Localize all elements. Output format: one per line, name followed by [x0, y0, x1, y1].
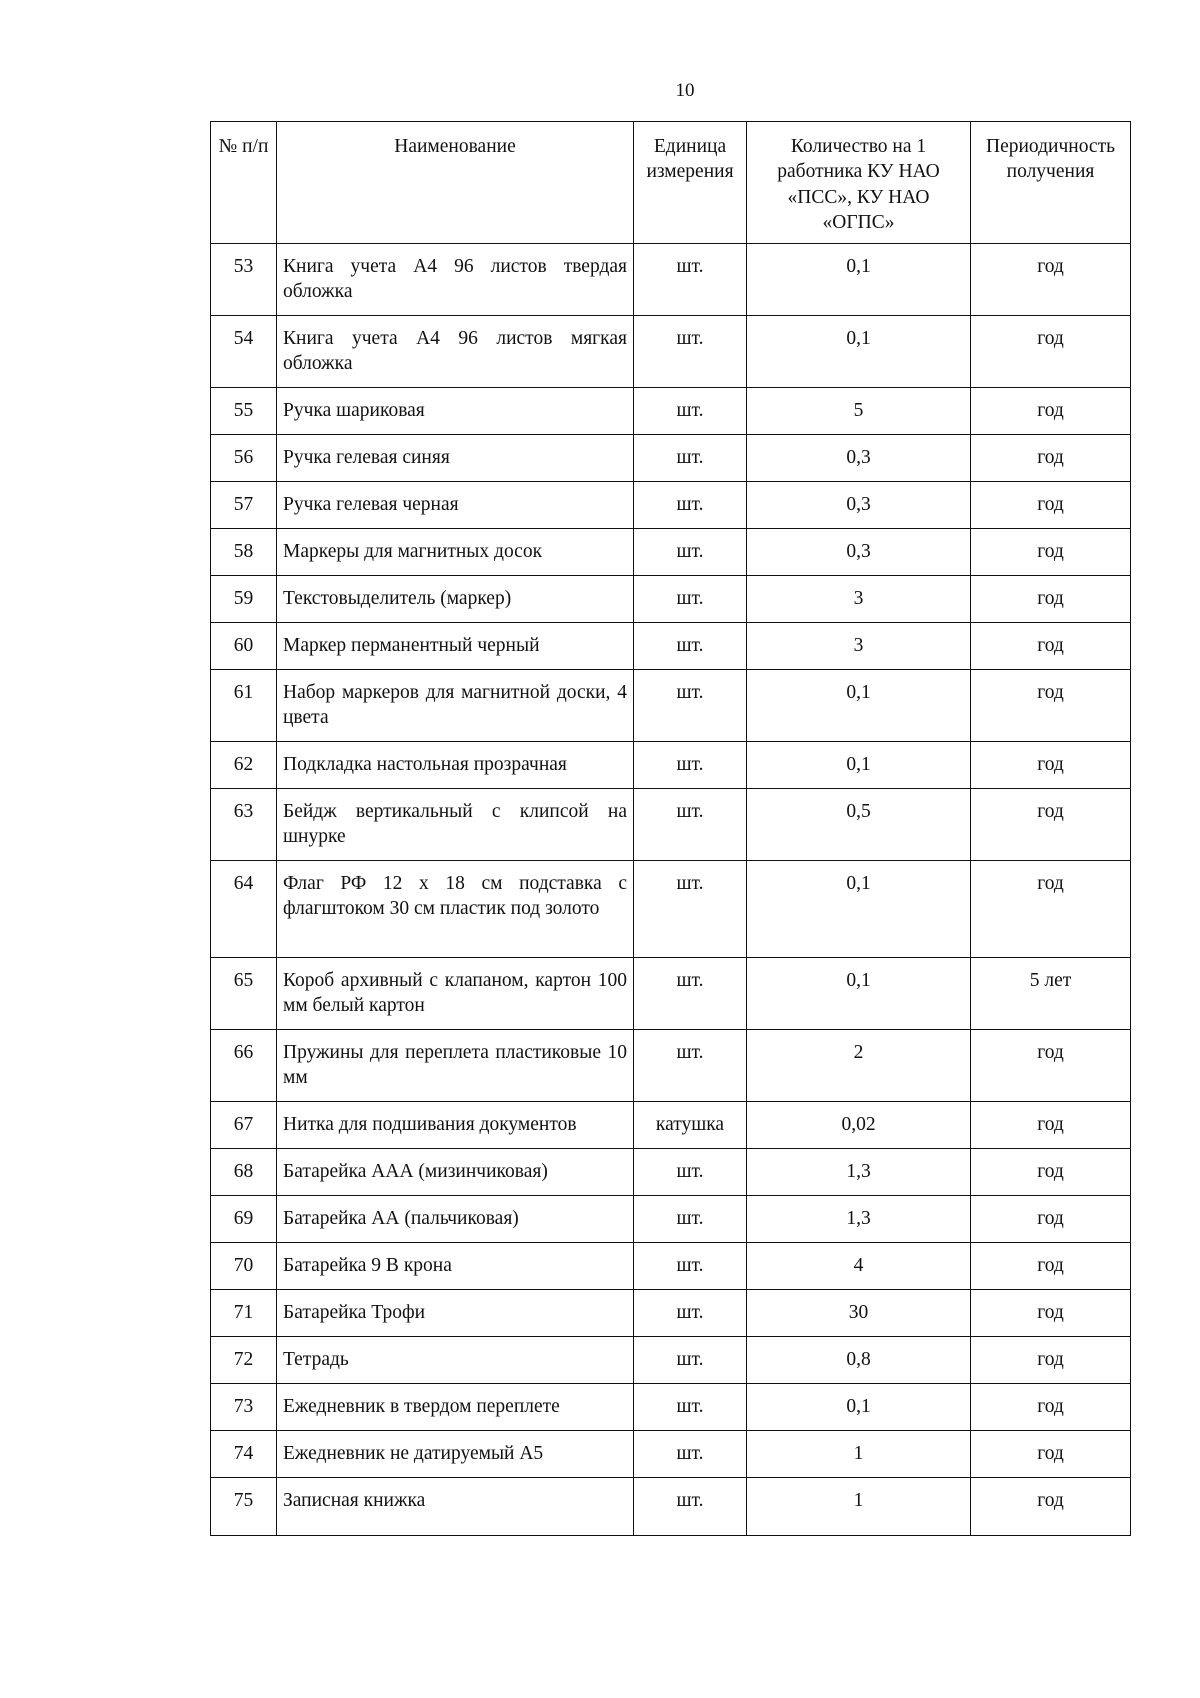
row-number: 57	[211, 482, 277, 529]
row-name: Короб архивный с клапаном, картон 100 мм белый картон	[277, 958, 634, 1030]
row-number: 67	[211, 1102, 277, 1149]
row-period: год	[971, 316, 1131, 388]
table-row	[211, 316, 1131, 388]
row-name: Пружины для переплета пластиковые 10 мм	[277, 1030, 634, 1102]
header-num: № п/п	[211, 122, 277, 244]
row-quantity: 0,02	[747, 1102, 971, 1149]
row-period: год	[971, 1337, 1131, 1384]
row-unit: шт.	[634, 623, 747, 670]
row-number: 59	[211, 576, 277, 623]
row-unit: шт.	[634, 244, 747, 316]
row-name: Ежедневник в твердом переплете	[277, 1384, 634, 1431]
row-period: год	[971, 1384, 1131, 1431]
header-name: Наименование	[277, 122, 634, 244]
row-number: 64	[211, 861, 277, 958]
table-row	[211, 789, 1131, 861]
row-quantity: 1,3	[747, 1149, 971, 1196]
row-number: 62	[211, 742, 277, 789]
row-period: год	[971, 1196, 1131, 1243]
row-unit: шт.	[634, 958, 747, 1030]
row-quantity: 3	[747, 623, 971, 670]
row-quantity: 5	[747, 388, 971, 435]
row-number: 63	[211, 789, 277, 861]
table-row	[211, 623, 1131, 670]
table-row	[211, 1196, 1131, 1243]
row-name: Тетрадь	[277, 1337, 634, 1384]
row-period: год	[971, 623, 1131, 670]
row-unit: катушка	[634, 1102, 747, 1149]
table-row	[211, 670, 1131, 742]
row-quantity: 0,1	[747, 316, 971, 388]
row-name: Книга учета А4 96 листов твердая обложка	[277, 244, 634, 316]
row-number: 69	[211, 1196, 277, 1243]
row-number: 74	[211, 1431, 277, 1478]
table-row	[211, 244, 1131, 316]
row-unit: шт.	[634, 316, 747, 388]
table-row	[211, 958, 1131, 1030]
table-row	[211, 1384, 1131, 1431]
table-row	[211, 529, 1131, 576]
row-unit: шт.	[634, 742, 747, 789]
row-unit: шт.	[634, 1243, 747, 1290]
row-number: 72	[211, 1337, 277, 1384]
row-quantity: 0,3	[747, 529, 971, 576]
table-row	[211, 1030, 1131, 1102]
row-number: 56	[211, 435, 277, 482]
row-unit: шт.	[634, 576, 747, 623]
row-number: 75	[211, 1478, 277, 1536]
row-number: 73	[211, 1384, 277, 1431]
row-number: 60	[211, 623, 277, 670]
row-period: год	[971, 1478, 1131, 1536]
row-name: Маркеры для магнитных досок	[277, 529, 634, 576]
row-quantity: 0,5	[747, 789, 971, 861]
row-quantity: 0,1	[747, 742, 971, 789]
row-unit: шт.	[634, 388, 747, 435]
row-quantity: 4	[747, 1243, 971, 1290]
row-name: Ручка гелевая черная	[277, 482, 634, 529]
row-unit: шт.	[634, 1149, 747, 1196]
page-number: 10	[675, 80, 695, 101]
table-row	[211, 861, 1131, 958]
row-quantity: 0,8	[747, 1337, 971, 1384]
row-number: 66	[211, 1030, 277, 1102]
row-quantity: 0,1	[747, 861, 971, 958]
table-row	[211, 1102, 1131, 1149]
row-quantity: 1	[747, 1478, 971, 1536]
row-name: Ручка гелевая синяя	[277, 435, 634, 482]
row-name: Подкладка настольная прозрачная	[277, 742, 634, 789]
row-number: 65	[211, 958, 277, 1030]
row-name: Бейдж вертикальный с клипсой на шнурке	[277, 789, 634, 861]
row-period: год	[971, 861, 1131, 958]
row-period: год	[971, 1102, 1131, 1149]
row-name: Ежедневник не датируемый А5	[277, 1431, 634, 1478]
row-unit: шт.	[634, 529, 747, 576]
row-unit: шт.	[634, 1290, 747, 1337]
table-row	[211, 482, 1131, 529]
row-name: Батарейка ААА (мизинчиковая)	[277, 1149, 634, 1196]
row-quantity: 0,1	[747, 958, 971, 1030]
row-period: год	[971, 244, 1131, 316]
row-name: Батарейка 9 В крона	[277, 1243, 634, 1290]
row-period: год	[971, 1243, 1131, 1290]
row-unit: шт.	[634, 482, 747, 529]
row-quantity: 0,3	[747, 435, 971, 482]
row-number: 53	[211, 244, 277, 316]
table-row	[211, 576, 1131, 623]
table-body	[211, 244, 1131, 1536]
row-period: год	[971, 789, 1131, 861]
row-name: Ручка шариковая	[277, 388, 634, 435]
row-quantity: 1,3	[747, 1196, 971, 1243]
row-unit: шт.	[634, 1478, 747, 1536]
table-row	[211, 1431, 1131, 1478]
row-unit: шт.	[634, 1337, 747, 1384]
row-period: год	[971, 1030, 1131, 1102]
row-period: год	[971, 576, 1131, 623]
row-period: год	[971, 742, 1131, 789]
row-number: 71	[211, 1290, 277, 1337]
row-name: Набор маркеров для магнитной доски, 4 цвета	[277, 670, 634, 742]
row-unit: шт.	[634, 1384, 747, 1431]
row-period: год	[971, 670, 1131, 742]
row-quantity: 1	[747, 1431, 971, 1478]
row-unit: шт.	[634, 1196, 747, 1243]
row-period: год	[971, 482, 1131, 529]
table-row	[211, 388, 1131, 435]
table-row	[211, 1290, 1131, 1337]
row-quantity: 30	[747, 1290, 971, 1337]
row-quantity: 3	[747, 576, 971, 623]
row-unit: шт.	[634, 670, 747, 742]
row-quantity: 0,1	[747, 1384, 971, 1431]
row-number: 58	[211, 529, 277, 576]
row-number: 54	[211, 316, 277, 388]
row-number: 55	[211, 388, 277, 435]
table-row	[211, 1243, 1131, 1290]
header-qty: Количество на 1 работника КУ НАО «ПСС», КУ НАО «ОГПС»	[747, 122, 971, 244]
row-name: Книга учета А4 96 листов мягкая обложка	[277, 316, 634, 388]
row-period: год	[971, 529, 1131, 576]
row-quantity: 0,3	[747, 482, 971, 529]
table-row	[211, 1478, 1131, 1536]
row-quantity: 0,1	[747, 670, 971, 742]
row-name: Батарейка Трофи	[277, 1290, 634, 1337]
row-unit: шт.	[634, 789, 747, 861]
table-row	[211, 742, 1131, 789]
row-unit: шт.	[634, 861, 747, 958]
row-number: 68	[211, 1149, 277, 1196]
table-row	[211, 1337, 1131, 1384]
row-period: год	[971, 388, 1131, 435]
supply-norms-table	[210, 121, 1131, 1536]
row-name: Флаг РФ 12 х 18 см подставка с флагштоком 30 см пластик под золото	[277, 861, 634, 958]
row-unit: шт.	[634, 435, 747, 482]
row-number: 61	[211, 670, 277, 742]
row-name: Нитка для подшивания документов	[277, 1102, 634, 1149]
table-row	[211, 435, 1131, 482]
table-row	[211, 1149, 1131, 1196]
row-unit: шт.	[634, 1431, 747, 1478]
row-quantity: 0,1	[747, 244, 971, 316]
header-period: Периодичность получения	[971, 122, 1131, 244]
row-period: год	[971, 435, 1131, 482]
row-unit: шт.	[634, 1030, 747, 1102]
table-header	[211, 122, 1131, 244]
row-period: год	[971, 1149, 1131, 1196]
row-period: год	[971, 1290, 1131, 1337]
row-name: Текстовыделитель (маркер)	[277, 576, 634, 623]
row-period: 5 лет	[971, 958, 1131, 1030]
row-name: Записная книжка	[277, 1478, 634, 1536]
row-name: Маркер перманентный черный	[277, 623, 634, 670]
header-unit: Единица измерения	[634, 122, 747, 244]
row-period: год	[971, 1431, 1131, 1478]
row-quantity: 2	[747, 1030, 971, 1102]
row-number: 70	[211, 1243, 277, 1290]
row-name: Батарейка АА (пальчиковая)	[277, 1196, 634, 1243]
